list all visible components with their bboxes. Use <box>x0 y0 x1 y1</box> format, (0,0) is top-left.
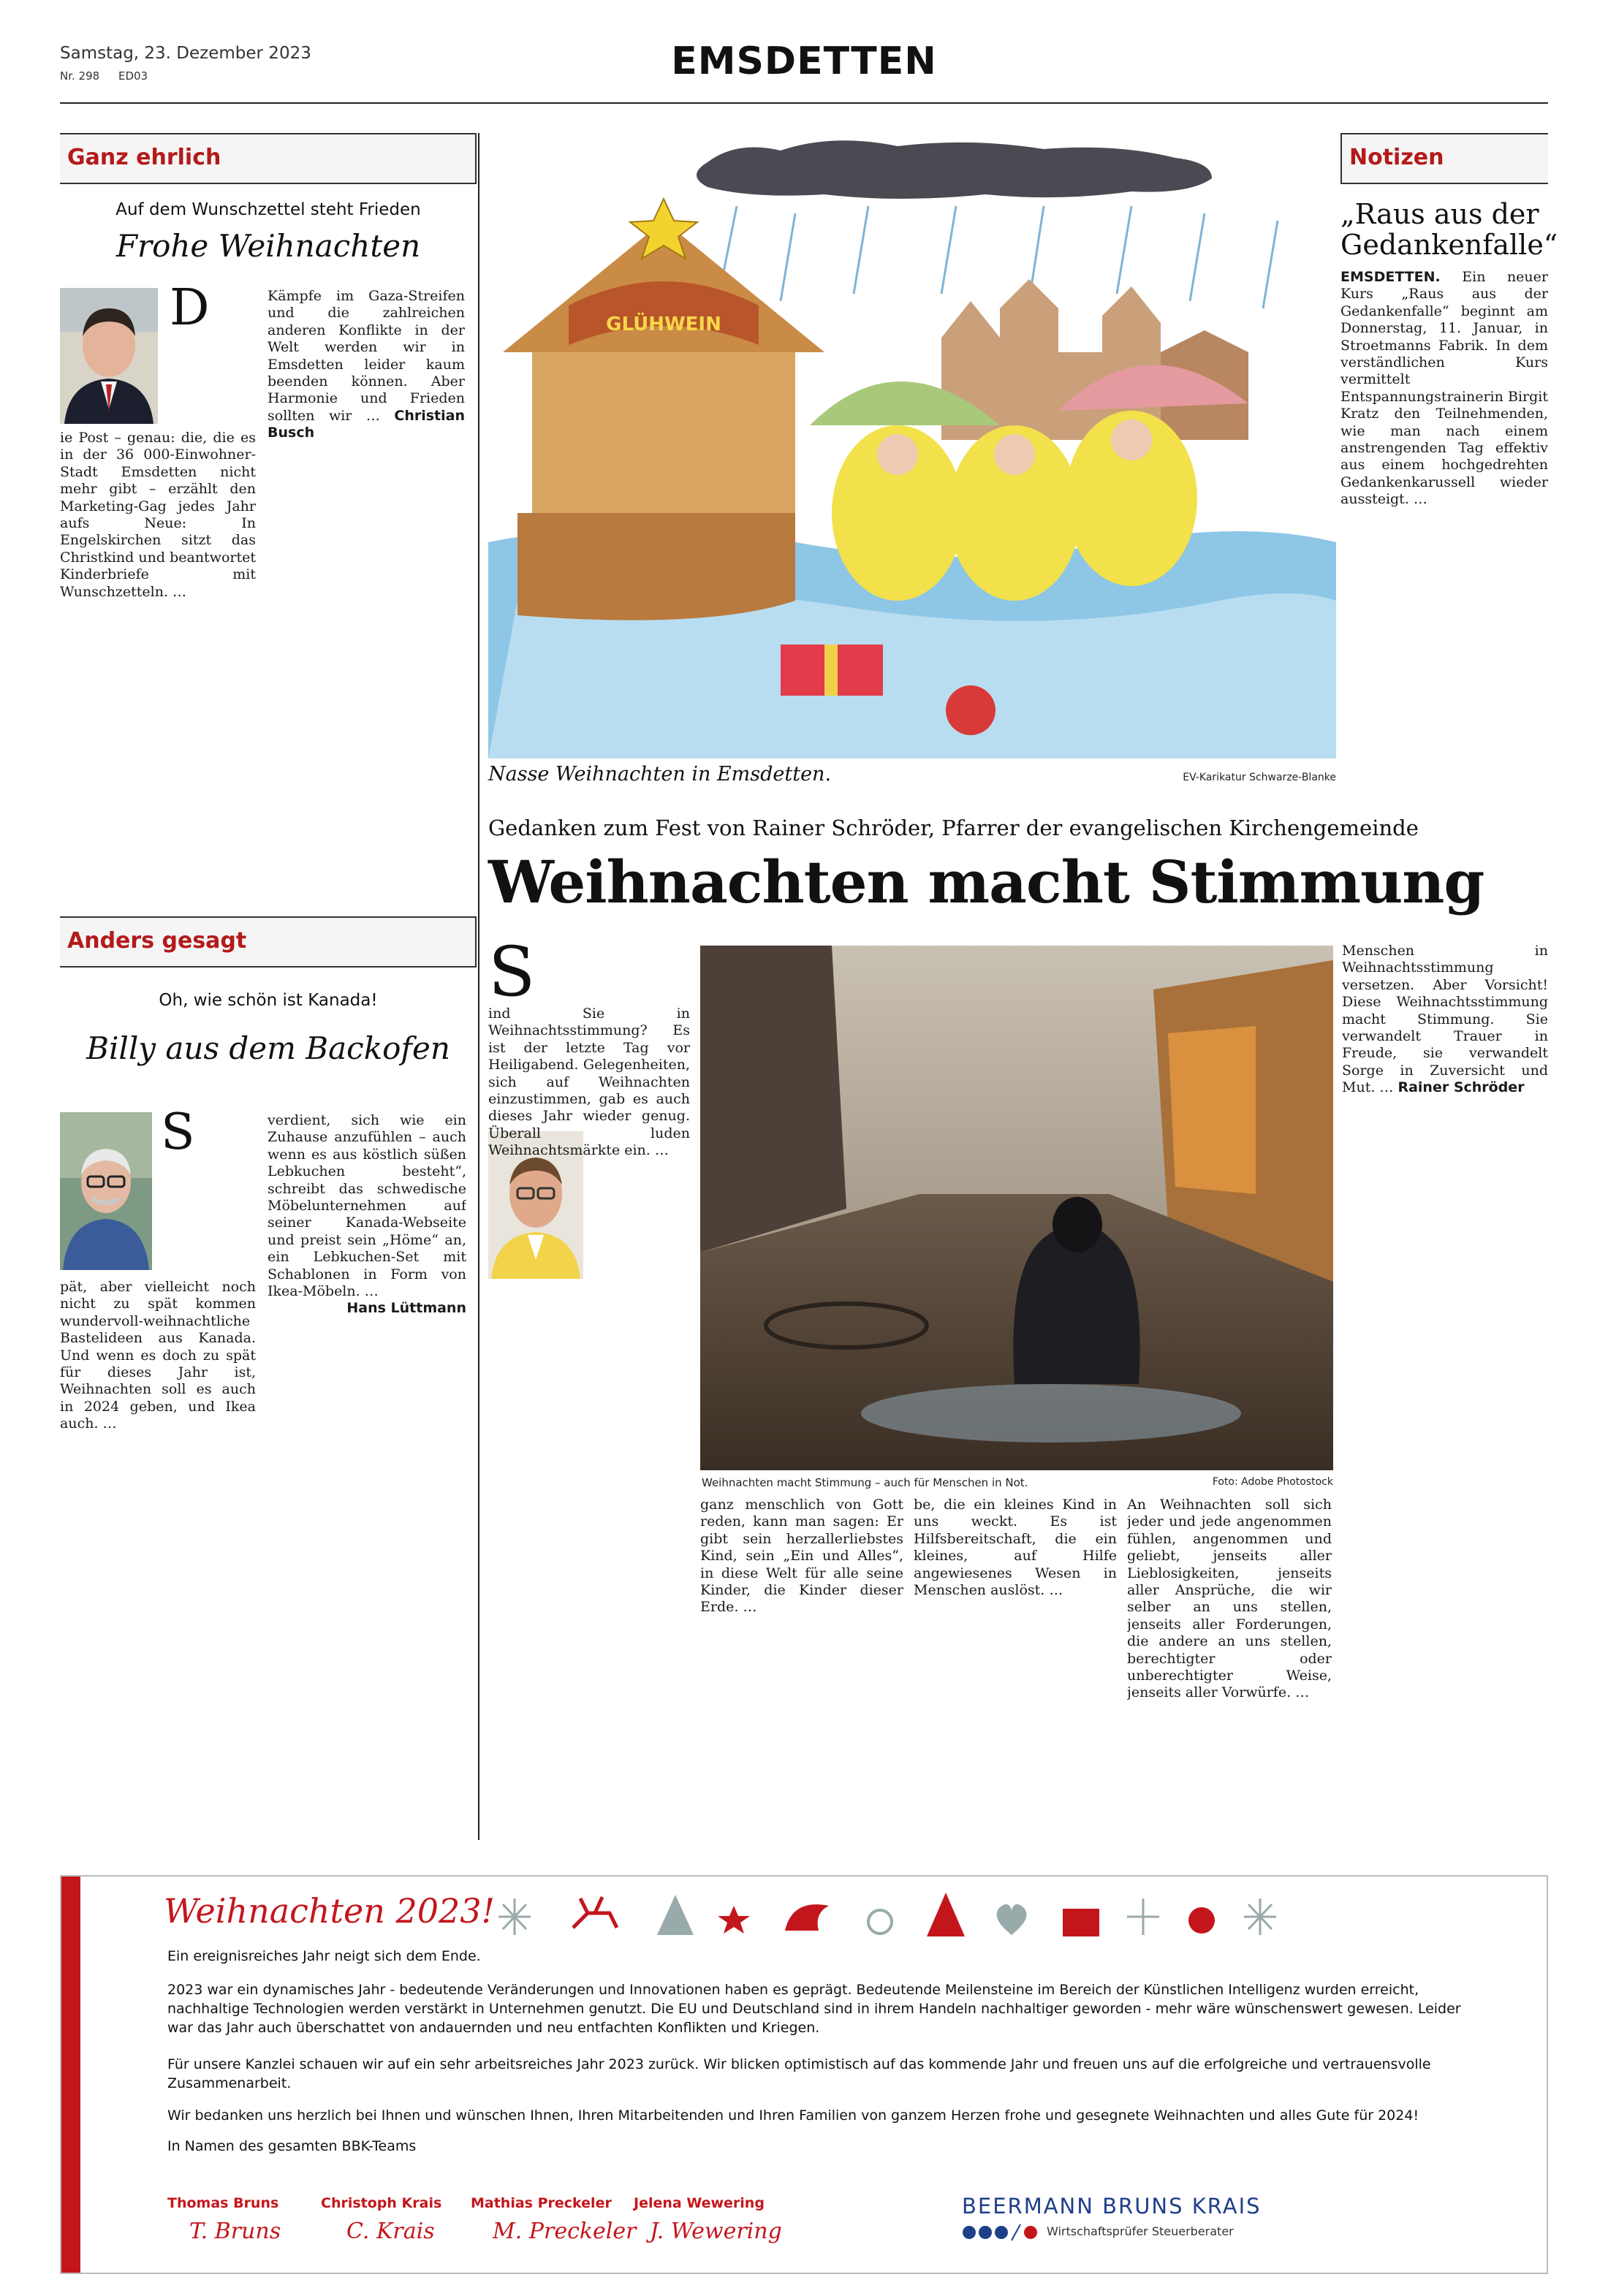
signer-3-name: Mathias Preckeler <box>471 2195 612 2211</box>
cartoon-sign: GLÜHWEIN <box>606 313 721 335</box>
main-photo-caption: Weihnachten macht Stimmung – auch für Menschen in Not. <box>702 1476 1028 1489</box>
main-photo-credit: Foto: Adobe Photostock <box>1212 1476 1333 1488</box>
dropcap-d: D <box>170 279 210 337</box>
signer-2-signature: C. Krais <box>346 2219 435 2244</box>
snowflake-icon-2 <box>1127 1898 1159 1935</box>
main-col5 <box>1342 943 1548 1836</box>
main-col3: be, die ein kleines Kind in uns weckt. Es ist Hilfsbereitschaft, die ein kleines, auf Hilfe angewiesenes Wesen in Menschen auslöst. … <box>914 1497 1117 1599</box>
tree-icon <box>657 1895 694 1935</box>
signer-1-name: Thomas Bruns <box>167 2195 279 2211</box>
reindeer-icon <box>573 1897 617 1928</box>
edition-code: ED03 <box>118 69 148 83</box>
firm-subtitle: Wirtschaftsprüfer Steuerberater <box>1047 2224 1234 2238</box>
firm-logo-dots <box>962 2223 1042 2242</box>
notizen-text: Ein neuer Kurs „Raus aus der Gedankenfalle“ beginnt am Donnerstag, 11. Januar, in Stroetmanns Fabrik. In dem verständlichen Kurs vermittelt Entspannungstrainerin Birgit Kratz den Teilnehmenden, wie man nach einem anstrengenden Tag effektiv aus einem hochgedrehten Gedankenkarussell wieder aussteigt. … <box>1340 269 1548 508</box>
santa-hat-icon <box>785 1904 829 1931</box>
ad-paragraph-2: 2023 war ein dynamisches Jahr - bedeutende Veränderungen und Innovationen haben es geprägt. Bedeutende Meilensteine im Bereich der Künstlichen Intelligenz wurden erreicht, nachhaltige Technologien werden verstärkt in Unternehmen genutzt. Die EU und Deutschland sind in ihrem Handeln nachhaltiger geworden - mehr wäre wünschenswert gewesen. Leider war das Jahr auch überschattet von andauernden und neu entfachten Konflikten und Kriegen. <box>167 1982 1461 2036</box>
dropcap-s-main: S <box>488 932 536 1012</box>
author-schroeder: Rainer Schröder <box>1397 1079 1525 1096</box>
anders-gesagt-col2 <box>268 1112 466 1836</box>
ad-title: Weihnachten 2023! <box>164 1891 496 1931</box>
issue-number: Nr. 298 <box>60 69 100 83</box>
heart-icon <box>997 1904 1027 1935</box>
snowflake-icon-3 <box>1244 1898 1276 1935</box>
left-column-rule <box>478 133 479 1840</box>
dropcap-s-anders: S <box>161 1103 195 1161</box>
notizen-body <box>1340 269 1548 789</box>
signer-4-name: Jelena Wewering <box>634 2195 765 2211</box>
main-headline: Weihnachten macht Stimmung <box>488 848 1484 916</box>
section-ganz-ehrlich: Ganz ehrlich <box>60 133 477 184</box>
author-photo-busch <box>60 288 158 424</box>
ad-paragraph-3: Für unsere Kanzlei schauen wir auf ein sehr arbeitsreiches Jahr 2023 zurück. Wir blicken optimistisch auf das kommende Jahr und freuen uns auf die erfolgreiche und vertrauensvolle Zusammenarbeit. <box>167 2056 1431 2091</box>
signer-3-signature: M. Preckeler <box>493 2219 637 2244</box>
page-date: Samstag, 23. Dezember 2023 <box>60 44 311 63</box>
cartoon-credit: EV-Karikatur Schwarze-Blanke <box>1183 772 1336 783</box>
ganz-ehrlich-col2-text: Kämpfe im Gaza-Streifen und die zahlreichen anderen Konflikte in der Welt werden wir in Emsdetten leider kaum beenden können. Aber Harmonie und Frieden sollten wir … <box>268 288 465 424</box>
ad-paragraph-4: Wir bedanken uns herzlich bei Ihnen und wünschen Ihnen, Ihren Mitarbeitenden und Ihren Familien von ganzem Herzen frohe und gesegnete Weihnachten und alles Gute für 2024! <box>167 2107 1419 2124</box>
ad-paragraph-1: Ein ereignisreiches Jahr neigt sich dem Ende. <box>167 1948 481 1964</box>
kicker-wunschzettel: Auf dem Wunschzettel steht Frieden <box>115 200 421 219</box>
main-col2: ganz menschlich von Gott reden, kann man sagen: Er gibt sein herzallerliebstes Kind, sein „Ein und Alles“, in diese Welt für alle seine Kinder, die Kinder dieser Erde. … <box>700 1497 903 1616</box>
ad-red-stripe <box>61 1877 80 2273</box>
header-rule <box>60 102 1548 104</box>
main-kicker: Gedanken zum Fest von Rainer Schröder, Pfarrer der evangelischen Kirchengemeinde <box>488 816 1419 840</box>
section-anders-gesagt: Anders gesagt <box>60 916 477 968</box>
signer-1-signature: T. Bruns <box>189 2219 281 2244</box>
bauble-red-icon <box>1188 1907 1215 1934</box>
section-notizen: Notizen <box>1340 133 1548 184</box>
cartoon-image <box>488 133 1336 759</box>
snowflake-icon <box>498 1898 531 1935</box>
author-luettmann: Hans Lüttmann <box>346 1300 466 1317</box>
ganz-ehrlich-col1: ie Post – genau: die, die es in der 36 000-Einwohner-Stadt Emsdetten nicht mehr gibt – erzählt den Marketing-Gag jedes Jahr aufs Neue: In Engelskirchen sitzt das Christkind und beantwortet Kinderbriefe mit Wunschzetteln. … <box>60 430 256 600</box>
ad-paragraph-5: In Namen des gesamten BBK-Teams <box>167 2138 417 2154</box>
notizen-place: EMSDETTEN. <box>1340 269 1441 285</box>
author-busch: Christian Busch <box>268 407 465 441</box>
main-col4: An Weihnachten soll sich jeder und jede angenommen fühlen, angenommen und geliebt, jenseits aller Lieblosigkeiten, jenseits aller Ansprüche, die wir selber an uns stellen, jenseits aller Forderungen, die andere an uns stellen, berechtigter oder unberechtigter Weise, jenseits aller Vorwürfe. … <box>1127 1497 1332 1701</box>
bauble-icon <box>868 1910 892 1934</box>
city-title: EMSDETTEN <box>671 39 937 83</box>
notizen-title: „Raus aus der Gedankenfalle“ <box>1340 198 1558 261</box>
star-icon <box>718 1906 750 1934</box>
main-col5-text: Menschen in Weihnachtsstimmung versetzen. Aber Vorsicht! Diese Weihnachtsstimmung macht Stimmung. Sie verwandelt Trauer in Freude, sie verwandelt Sorge in Zuversicht und Mut. … <box>1342 943 1548 1096</box>
anders-gesagt-col2-text: verdient, sich wie ein Zuhause anzufühlen – auch wenn es aus köstlich süßen Lebkuchen besteht“, schreibt das schwedische Möbelunternehmen auf seiner Kanada-Webseite und preist sein „Höme“ an, ein Lebkuchen-Set mit Schablonen in Form von Ikea-Möbeln. … <box>268 1112 466 1300</box>
anders-gesagt-col1: pät, aber vielleicht noch nicht zu spät kommen wundervoll-weihnachtliche Bastelideen aus Kanada. Und wenn es doch zu spät für dieses Jahr ist, Weihnachten soll es auch in 2024 geben, und Ikea auch. … <box>60 1279 256 1432</box>
title-frohe-weihnachten: Frohe Weihnachten <box>115 228 421 264</box>
ad-decorations <box>485 1884 1362 1942</box>
cartoon-caption: Nasse Weihnachten in Emsdetten. <box>488 763 832 786</box>
author-photo-luettmann <box>60 1112 152 1270</box>
kicker-kanada: Oh, wie schön ist Kanada! <box>159 991 378 1010</box>
firm-logo-text: BEERMANN BRUNS KRAIS <box>962 2194 1262 2219</box>
gift-icon <box>1063 1909 1099 1936</box>
christmas-ad <box>60 1875 1548 2274</box>
signer-2-name: Christoph Krais <box>321 2195 442 2211</box>
tree-red-icon <box>927 1893 965 1936</box>
title-billy: Billy aus dem Backofen <box>86 1030 450 1066</box>
signer-4-signature: J. Wewering <box>650 2219 782 2244</box>
ganz-ehrlich-col2 <box>268 288 465 893</box>
main-col1: ind Sie in Weihnachtsstimmung? Es ist der letzte Tag vor Heiligabend. Gelegenheiten, sich auf Weihnachten einzustimmen, gab es auch dieses Jahr wieder genug. Überall luden Weihnachtsmärkte ein. … <box>488 1006 690 1159</box>
main-photo <box>700 946 1333 1470</box>
